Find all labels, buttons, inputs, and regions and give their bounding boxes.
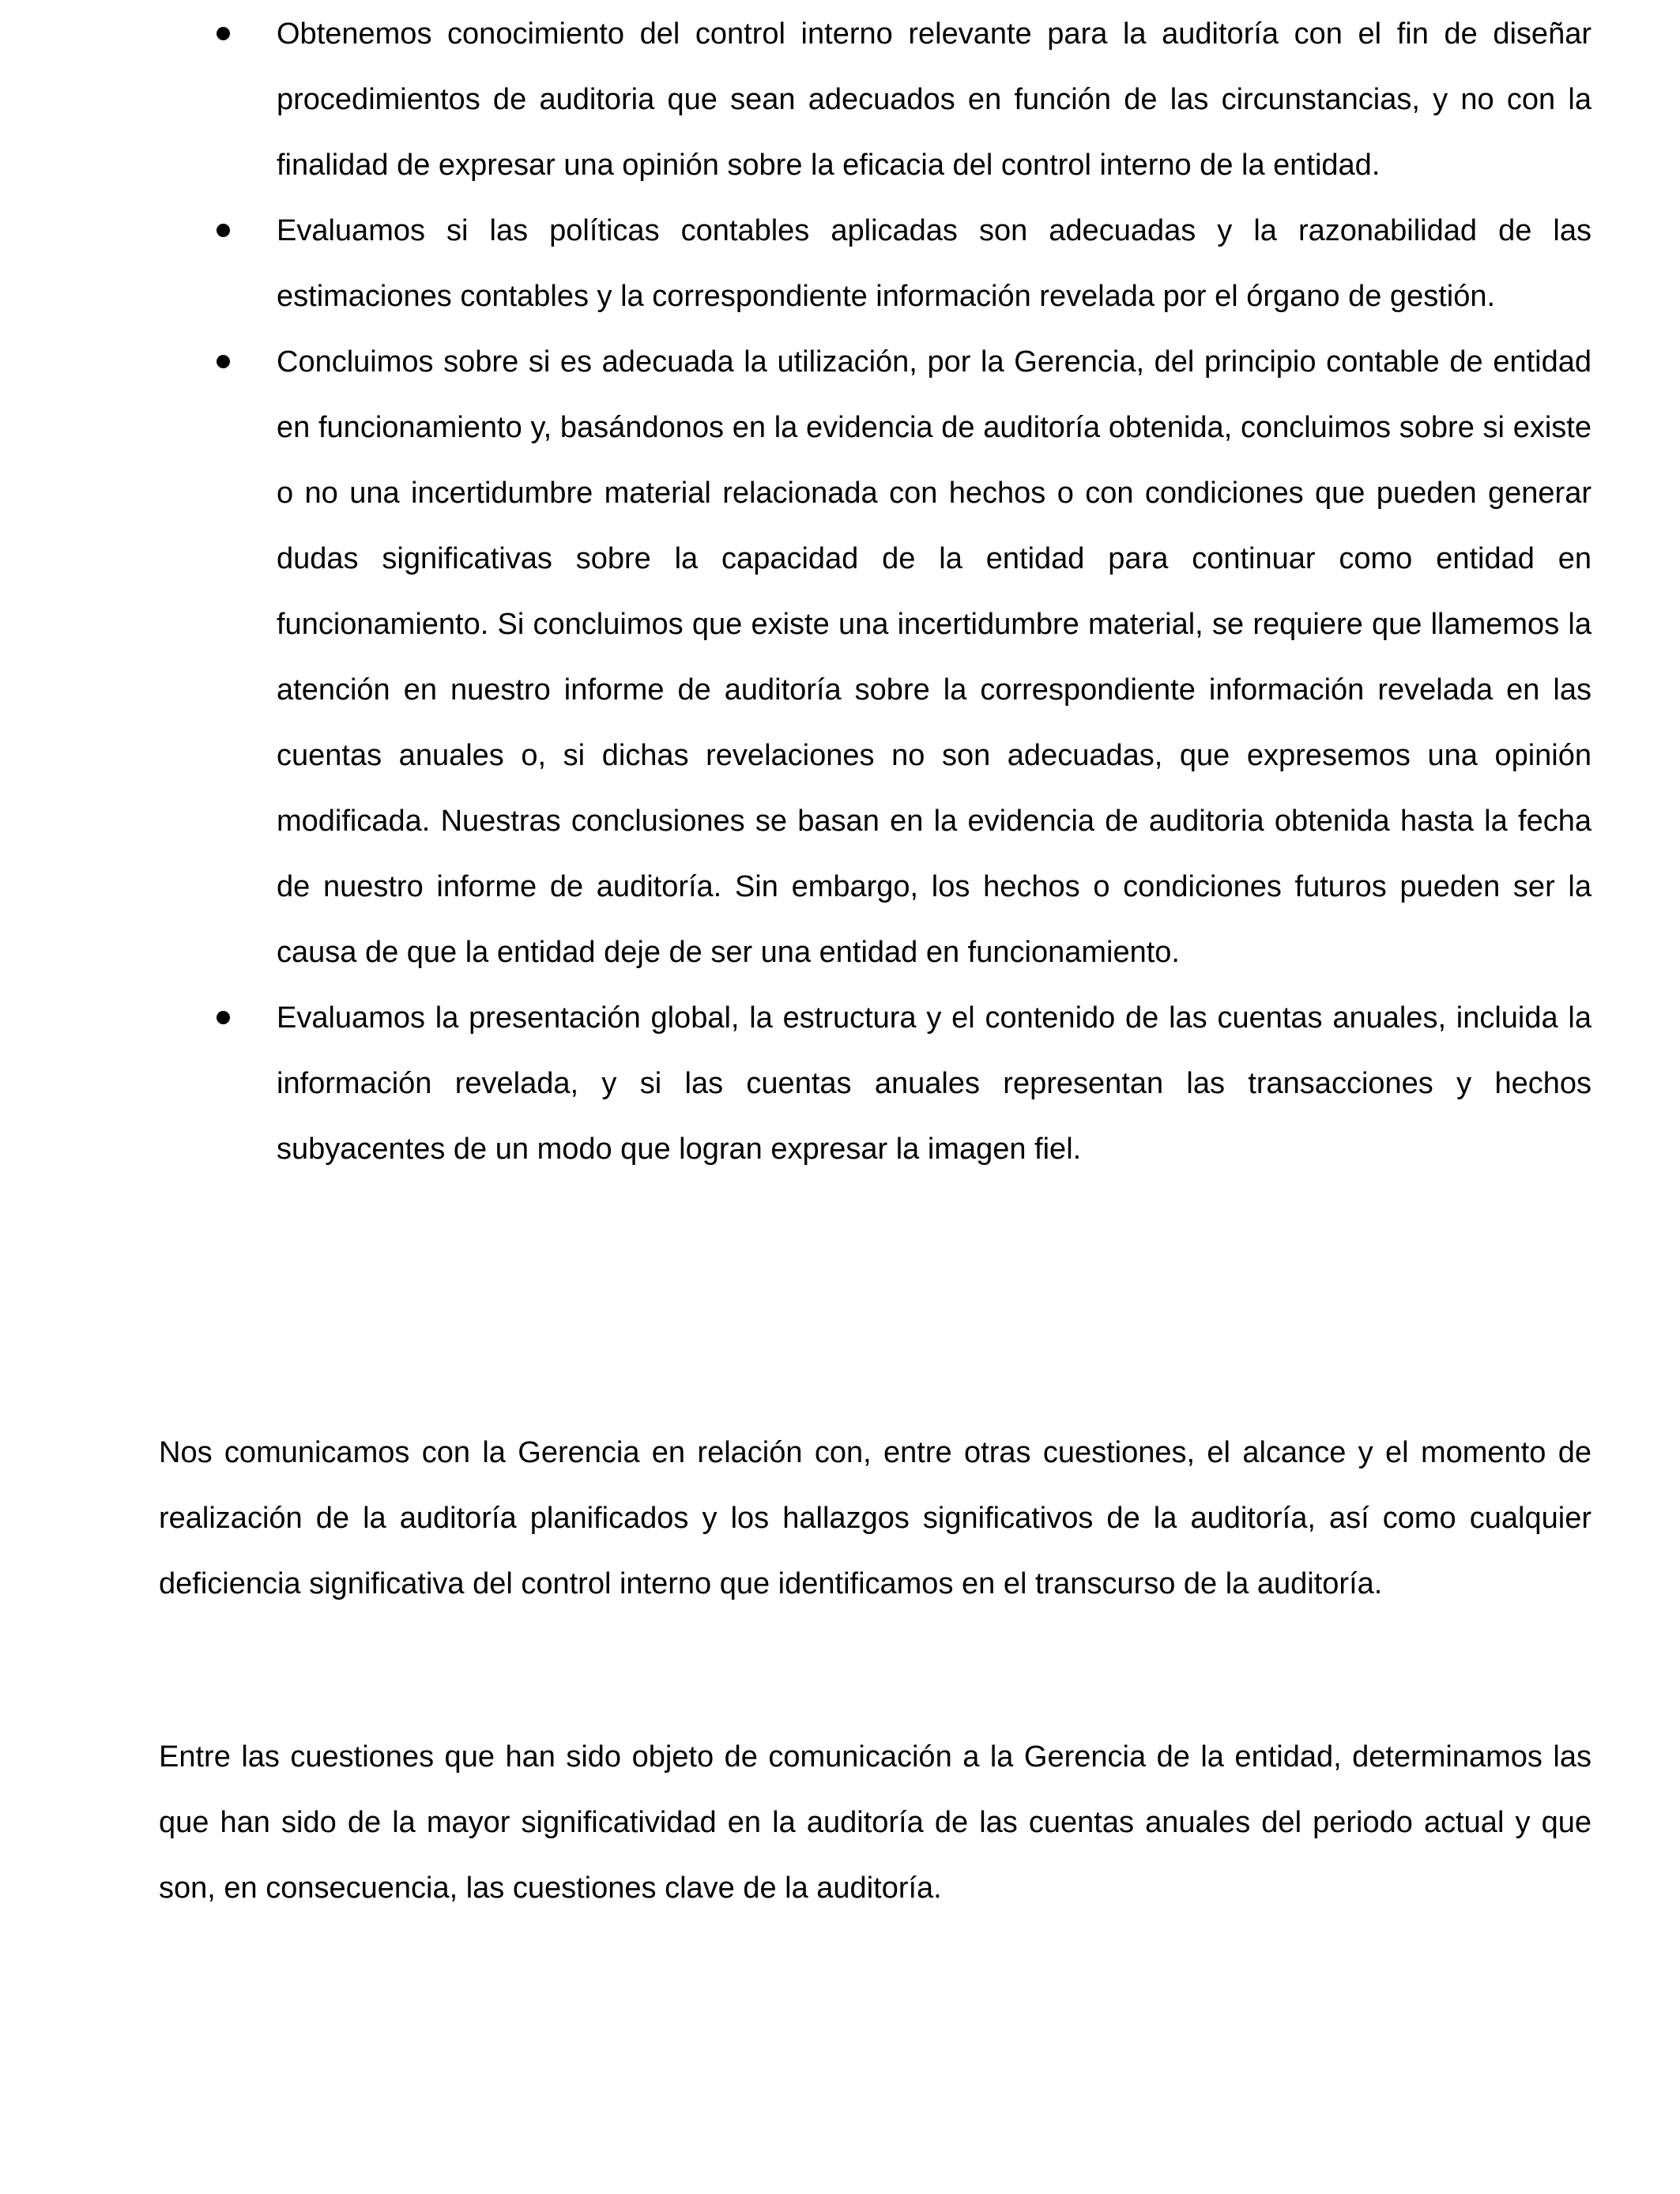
bullet-dot-icon xyxy=(217,355,230,368)
list-item xyxy=(277,2,1591,198)
bullet-dot-icon xyxy=(217,27,230,40)
list-item-text: Evaluamos la presentación global, la estructura y el contenido de las cuentas anuales, incluida la información revelada, y si las cuentas anuales representan las transacciones y hechos subyacentes de un modo que logran expresar la imagen fiel. xyxy=(277,1001,1591,1166)
paragraph-key-matters: Entre las cuestiones que han sido objeto de comunicación a la Gerencia de la entidad, determinamos las que han sido de la mayor significatividad en la auditoría de las cuentas anuales del periodo actual y que son, en consecuencia, las cuestiones clave de la auditoría. xyxy=(159,1740,1591,1905)
list-item-text: Evaluamos si las políticas contables aplicadas son adecuadas y la razonabilidad de las estimaciones contables y la correspondiente información revelada por el órgano de gestión. xyxy=(277,214,1591,313)
list-item xyxy=(277,198,1591,330)
list-item-text: Obtenemos conocimiento del control interno relevante para la auditoría con el fin de diseñar procedimientos de auditoria que sean adecuados en función de las circunstancias, y no con la finalidad de expresar una opinión sobre la eficacia del control interno de la entidad. xyxy=(277,17,1591,182)
list-item xyxy=(277,330,1591,986)
paragraph-communication: Nos comunicamos con la Gerencia en relación con, entre otras cuestiones, el alcance y el momento de realización de la auditoría planificados y los hallazgos significativos de la auditoría, así como cualquier deficiencia significativa del control interno que identificamos en el transcurso de la auditoría. xyxy=(159,1436,1591,1600)
list-item-text: Concluimos sobre si es adecuada la utilización, por la Gerencia, del principio contable de entidad en funcionamiento y, basándonos en la evidencia de auditoría obtenida, concluimos sobre si existe o no una incertidumbre material relacionada con hechos o con condiciones que pueden generar dudas significativas sobre la capacidad de la entidad para continuar como entidad en funcionamiento. Si concluimos que existe una incertidumbre material, se requiere que llamemos la atención en nuestro informe de auditoría sobre la correspondiente información revelada en las cuentas anuales o, si dichas revelaciones no son adecuadas, que expresemos una opinión modificada. Nuestras conclusiones se basan en la evidencia de auditoria obtenida hasta la fecha de nuestro informe de auditoría. Sin embargo, los hechos o condiciones futuros pueden ser la causa de que la entidad deje de ser una entidad en funcionamiento. xyxy=(277,345,1591,969)
bullet-list xyxy=(277,2,1591,1182)
bullet-dot-icon xyxy=(217,224,230,237)
list-item xyxy=(277,986,1591,1182)
bullet-dot-icon xyxy=(217,1011,230,1024)
